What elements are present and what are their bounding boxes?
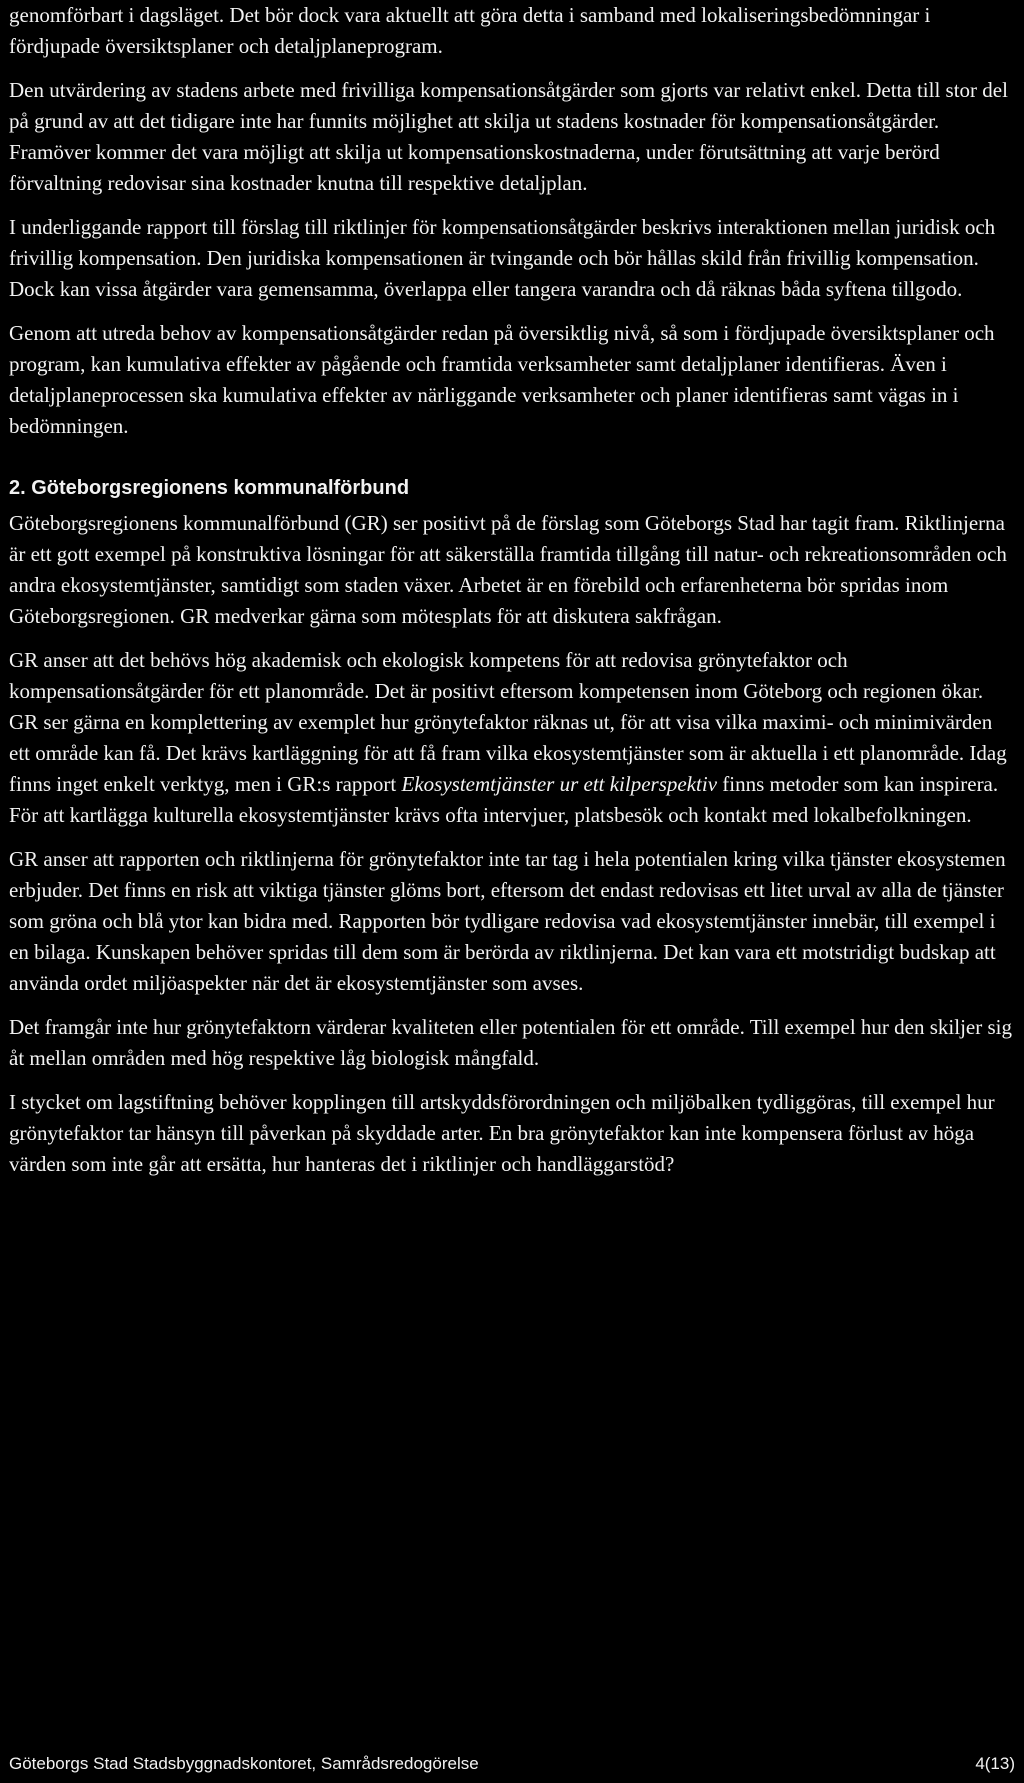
section-heading: 2. Göteborgsregionens kommunalförbund [9, 477, 410, 499]
paragraph-text: finns metoder som kan inspirera. För att kartlägga kulturella ekosystemtjänster krävs ofta intervjuer, platsbesök och kontakt med lokalbefolkningen. [9, 772, 999, 827]
document-page [9, 0, 1014, 1180]
page-number: 4(13) [975, 1754, 1015, 1773]
footer-source: Göteborgs Stad Stadsbyggnadskontoret, Samrådsredogörelse [9, 1754, 479, 1773]
report-title: Ekosystemtjänster ur ett kilperspektiv [401, 772, 718, 796]
paragraph: Den utvärdering av stadens arbete med frivilliga kompensationsåtgärder som gjorts var relativt enkel. Detta till stor del på grund av att det tidigare inte har funnits möjlighet att skilja ut stadens kostnader för kompensationsåtgärder. Framöver kommer det vara möjligt att skilja ut kompensationskostnaderna, under förutsättning att varje berörd förvaltning redovisar sina kostnader knutna till respektive detaljplan. [9, 78, 1008, 195]
paragraph-text: GR anser att det behövs hög akademisk och ekologisk kompetens för att redovisa grönytefaktor och kompensationsåtgärder för ett planområde. Det är positivt eftersom kompetensen inom Göteborg och regionen ökar. GR ser gärna en komplettering av exemplet hur grönytefaktor räknas ut, för att visa vilka maximi- och minimivärden ett område kan få. Det krävs kartläggning för att få fram vilka ekosystemtjänster som är aktuella i ett planområde. Idag finns inget enkelt verktyg, men i GR:s rapport [9, 648, 1007, 796]
paragraph: Det framgår inte hur grönytefaktorn värderar kvaliteten eller potentialen för ett område. Till exempel hur den skiljer sig åt mellan områden med hög respektive låg biologisk mångfald. [9, 1015, 1012, 1070]
paragraph: genomförbart i dagsläget. Det bör dock vara aktuellt att göra detta i samband med lokaliseringsbedömningar i fördjupade översiktsplaner och detaljplaneprogram. [9, 3, 931, 58]
paragraph: I stycket om lagstiftning behöver kopplingen till artskyddsförordningen och miljöbalken tydliggöras, till exempel hur grönytefaktor tar hänsyn till påverkan på skyddade arter. En bra grönytefaktor kan inte kompensera förlust av höga värden som inte går att ersätta, hur hanteras det i riktlinjer och handläggarstöd? [9, 1090, 995, 1176]
paragraph: I underliggande rapport till förslag till riktlinjer för kompensationsåtgärder beskrivs interaktionen mellan juridisk och frivillig kompensation. Den juridiska kompensationen är tvingande och bör hållas skild från frivillig kompensation. Dock kan vissa åtgärder vara gemensamma, överlappa eller tangera varandra och då räknas båda syftena tillgodo. [9, 215, 996, 301]
paragraph: GR anser att rapporten och riktlinjerna för grönytefaktor inte tar tag i hela potentialen kring vilka tjänster ekosystemen erbjuder. Det finns en risk att viktiga tjänster glöms bort, eftersom det endast redovisas ett litet urval av alla de tjänster som gröna och blå ytor kan bidra med. Rapporten bör tydligare redovisa vad ekosystemtjänster innebär, till exempel i en bilaga. Kunskapen behöver spridas till dem som är berörda av riktlinjerna. Det kan vara ett motstridigt budskap att använda ordet miljöaspekter när det är ekosystemtjänster som avses. [9, 847, 1006, 995]
paragraph: Göteborgsregionens kommunalförbund (GR) ser positivt på de förslag som Göteborgs Stad har tagit fram. Riktlinjerna är ett gott exempel på konstruktiva lösningar för att säkerställa framtida tillgång till natur- och rekreationsområden och andra ekosystemtjänster, samtidigt som staden växer. Arbetet är en förebild och erfarenheterna bör spridas inom Göteborgsregionen. GR medverkar gärna som mötesplats för att diskutera sakfrågan. [9, 511, 1007, 628]
paragraph: Genom att utreda behov av kompensationsåtgärder redan på översiktlig nivå, så som i fördjupade översiktsplaner och program, kan kumulativa effekter av pågående och framtida verksamheter samt detaljplaner identifieras. Även i detaljplaneprocessen ska kumulativa effekter av närliggande verksamheter och planer identifieras samt vägas in i bedömningen. [9, 321, 995, 438]
paragraph [9, 645, 1014, 831]
